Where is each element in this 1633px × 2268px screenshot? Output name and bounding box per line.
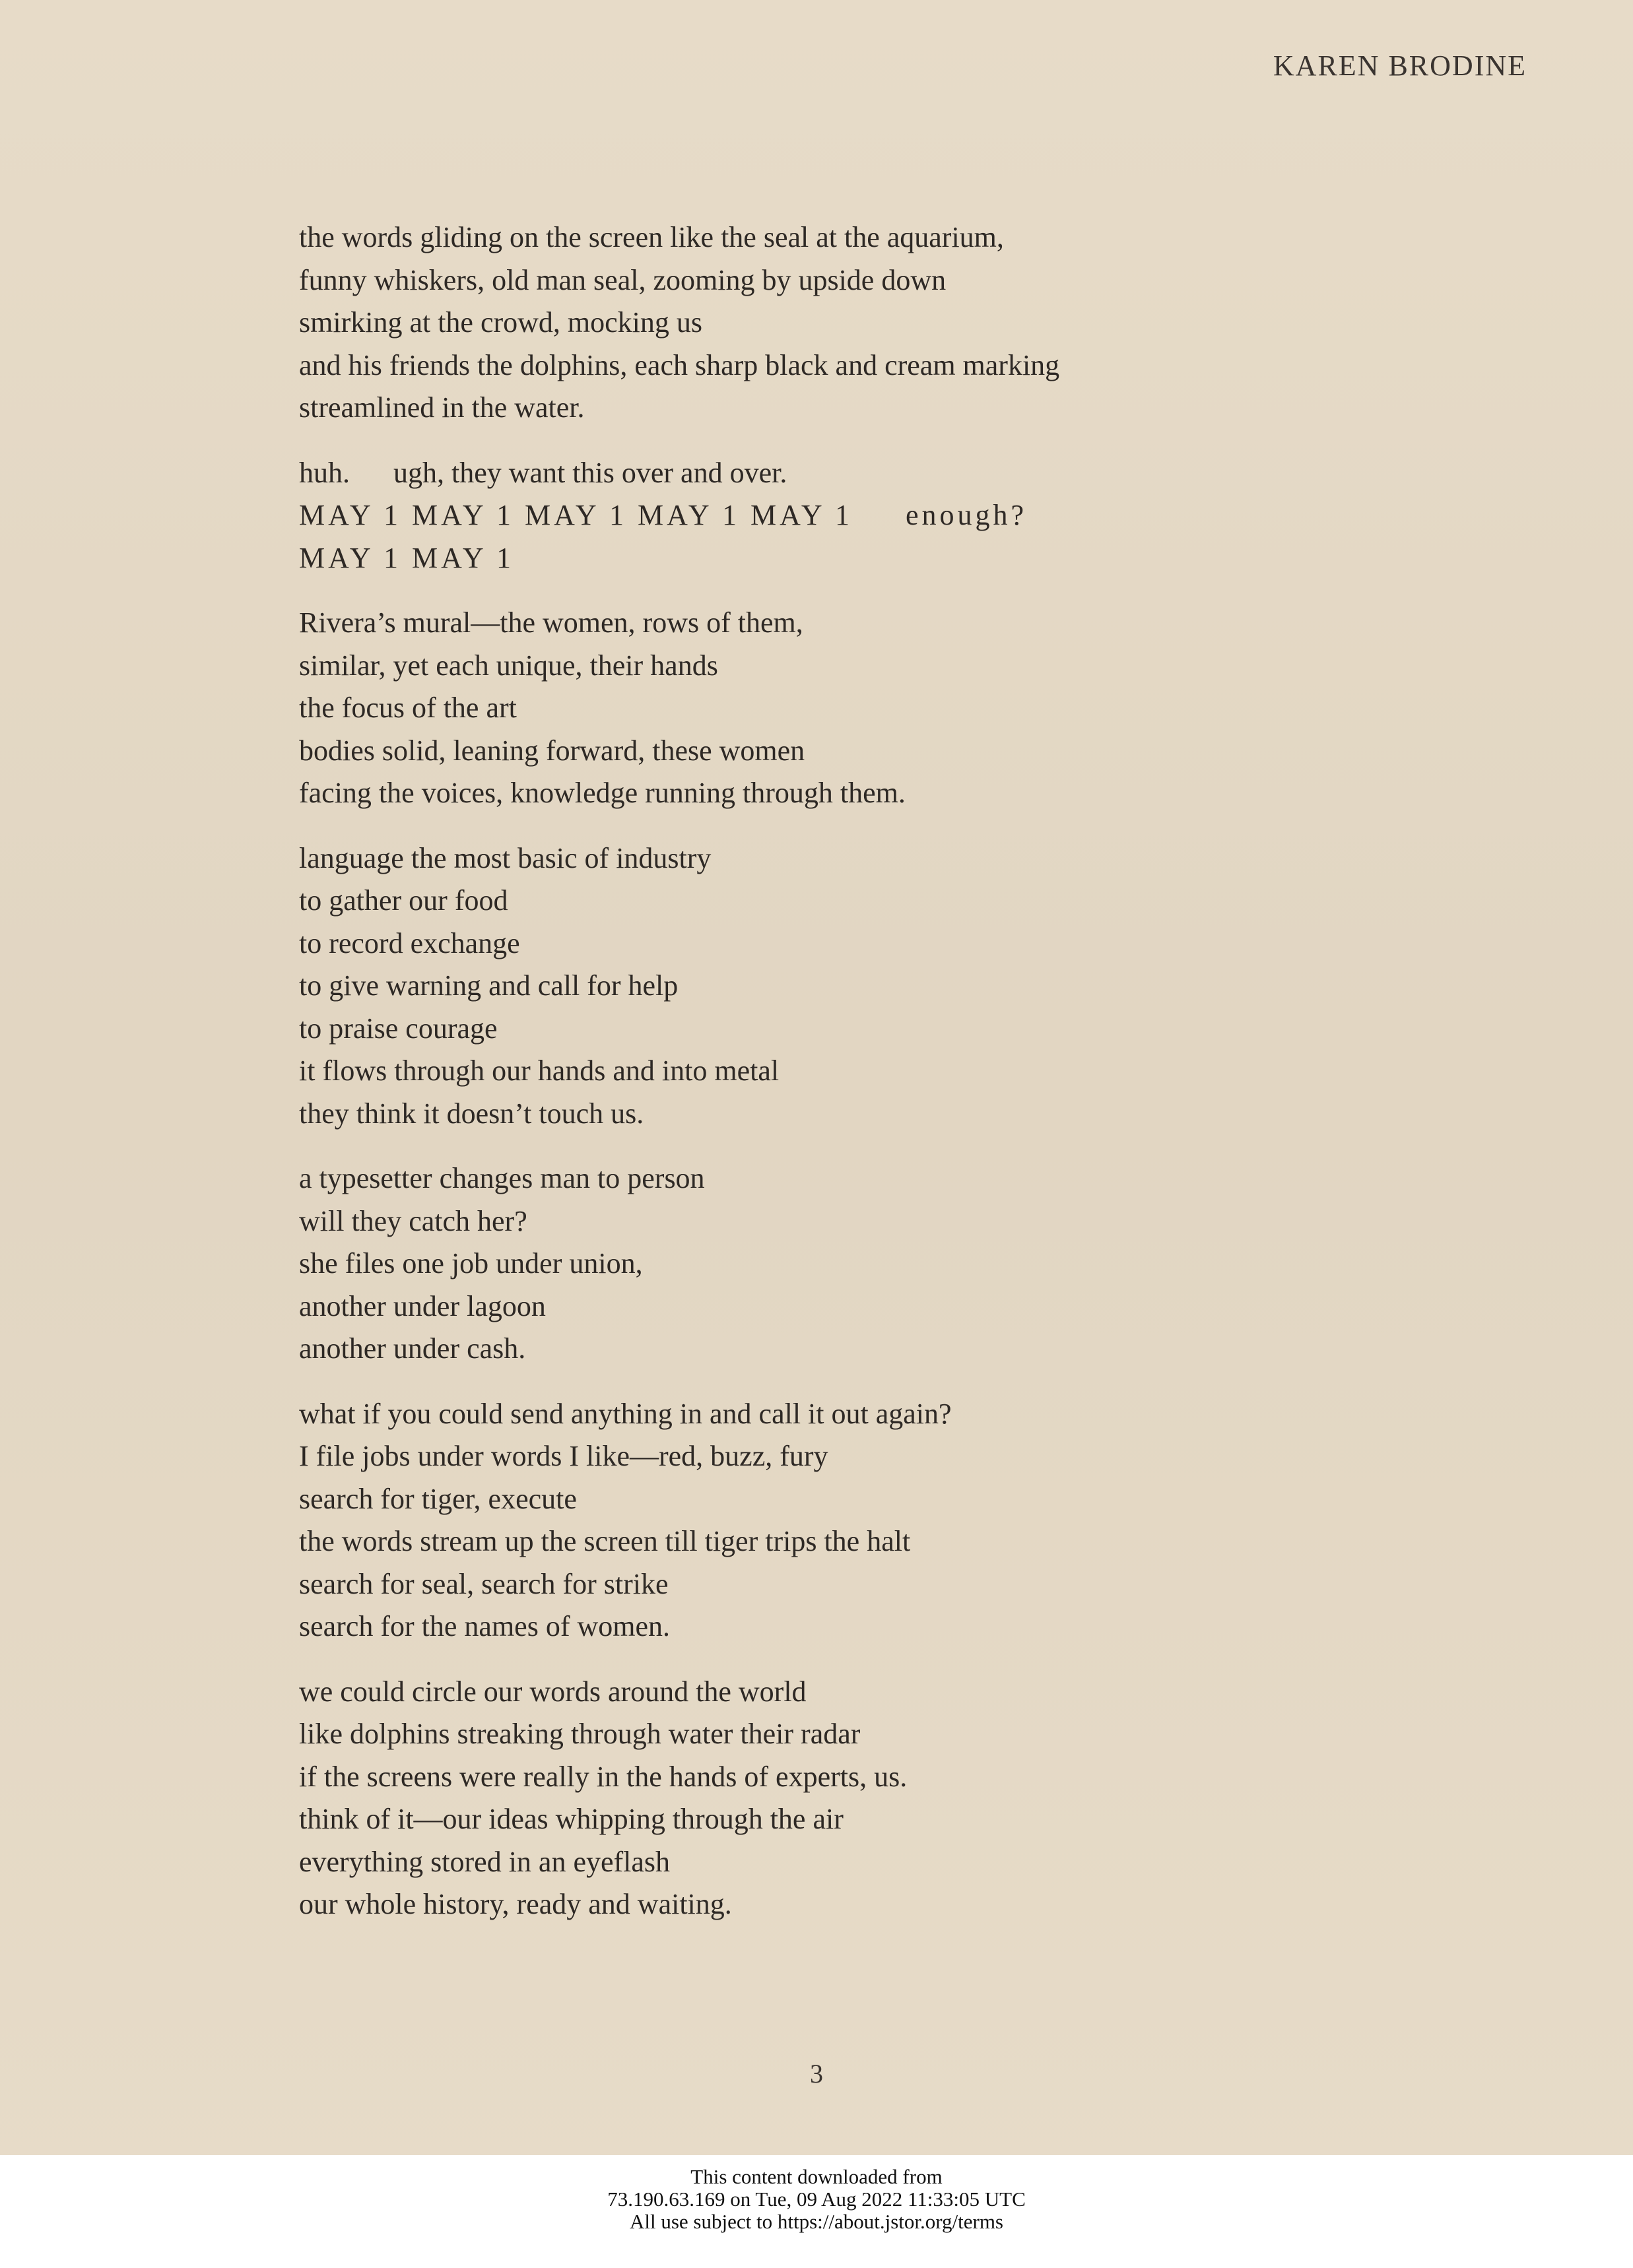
poem-line: the words gliding on the screen like the seal at the aquarium, bbox=[299, 221, 1004, 253]
poem-line: our whole history, ready and waiting. bbox=[299, 1888, 732, 1920]
poem-line: like dolphins streaking through water their radar bbox=[299, 1718, 861, 1750]
poem-line: search for tiger, execute bbox=[299, 1482, 577, 1515]
poem-line: the words stream up the screen till tiger trips the halt bbox=[299, 1525, 911, 1557]
poem-line: another under lagoon bbox=[299, 1289, 546, 1322]
stanza-1 bbox=[299, 216, 1421, 430]
running-head-author: KAREN BRODINE bbox=[1273, 49, 1527, 82]
poem-line: to praise courage bbox=[299, 1012, 498, 1045]
stanza-3 bbox=[299, 602, 1421, 815]
poem-line: Rivera’s mural—the women, rows of them, bbox=[299, 606, 803, 639]
footer-terms-line: All use subject to https://about.jstor.org/terms bbox=[629, 2210, 1003, 2233]
poem-line: huh. ugh, they want this over and over. bbox=[299, 456, 787, 489]
footer-line: This content downloaded from bbox=[690, 2165, 943, 2188]
stanza-5 bbox=[299, 1157, 1421, 1371]
poem-line: if the screens were really in the hands of experts, us. bbox=[299, 1760, 908, 1793]
poem-line: everything stored in an eyeflash bbox=[299, 1845, 671, 1878]
poem-line: she files one job under union, bbox=[299, 1247, 643, 1280]
poem-line-may-day: MAY 1 MAY 1 MAY 1 MAY 1 MAY 1 enough? bbox=[299, 499, 1028, 531]
page-number: 3 bbox=[810, 2059, 823, 2089]
stanza-7 bbox=[299, 1671, 1421, 1926]
poem-line: a typesetter changes man to person bbox=[299, 1162, 705, 1194]
stanza-6 bbox=[299, 1393, 1421, 1648]
poem-line: funny whiskers, old man seal, zooming by upside down bbox=[299, 263, 947, 296]
poem-line: similar, yet each unique, their hands bbox=[299, 649, 718, 682]
poem-line: I file jobs under words I like—red, buzz, fury bbox=[299, 1440, 828, 1472]
jstor-download-footer bbox=[0, 2166, 1633, 2233]
poem-line: streamlined in the water. bbox=[299, 391, 585, 424]
poem-line: another under cash. bbox=[299, 1332, 526, 1365]
poem-line: facing the voices, knowledge running through them. bbox=[299, 777, 906, 809]
poem-line: search for the names of women. bbox=[299, 1610, 671, 1642]
footer-line: 73.190.63.169 on Tue, 09 Aug 2022 11:33:05 UTC bbox=[607, 2187, 1026, 2211]
poem-line: they think it doesn’t touch us. bbox=[299, 1097, 644, 1130]
poem-line: to record exchange bbox=[299, 926, 520, 959]
stanza-4 bbox=[299, 837, 1421, 1136]
poem-line: to give warning and call for help bbox=[299, 969, 679, 1002]
poem-line: language the most basic of industry bbox=[299, 841, 712, 874]
poem-line: smirking at the crowd, mocking us bbox=[299, 306, 703, 339]
poem-line-may-day: MAY 1 MAY 1 bbox=[299, 541, 515, 574]
poem-line: we could circle our words around the world bbox=[299, 1675, 807, 1708]
poem-line: the focus of the art bbox=[299, 692, 517, 724]
poem-line: it flows through our hands and into metal bbox=[299, 1054, 780, 1087]
poem-line: will they catch her? bbox=[299, 1204, 527, 1237]
stanza-2 bbox=[299, 452, 1421, 580]
poem-line: to gather our food bbox=[299, 884, 508, 917]
poem-line: think of it—our ideas whipping through the air bbox=[299, 1803, 844, 1835]
poem-line: and his friends the dolphins, each sharp black and cream marking bbox=[299, 348, 1060, 381]
poem-line: what if you could send anything in and call it out again? bbox=[299, 1397, 952, 1430]
poem-line: search for seal, search for strike bbox=[299, 1567, 669, 1600]
poem-line: bodies solid, leaning forward, these women bbox=[299, 734, 805, 767]
poem-body bbox=[299, 216, 1421, 1949]
